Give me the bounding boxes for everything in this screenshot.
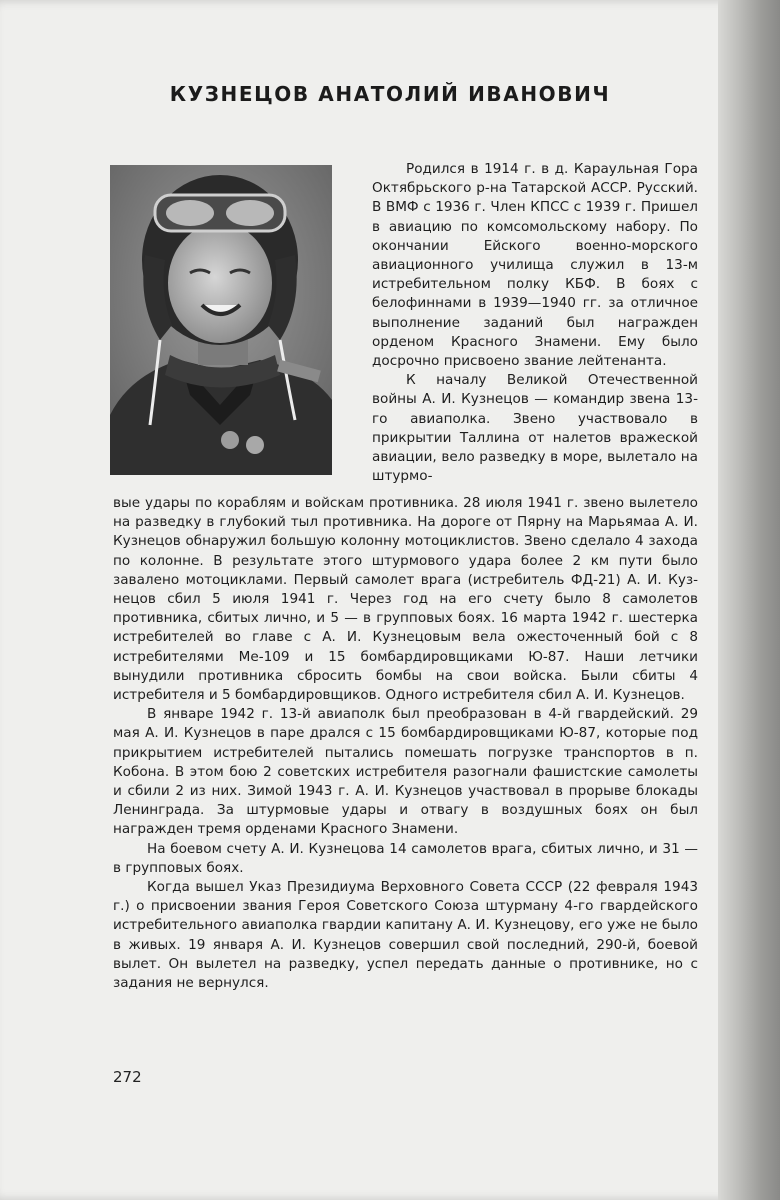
portrait-illustration [110, 165, 332, 475]
paragraph-combat-score: На боевом счету А. И. Кузнецова 14 самолетов врага, сбитых лично, и 31 — в групповых боях. [113, 840, 698, 876]
paragraph-war-start: К началу Великой Отечественной войны А. И. Кузнецов — командир звена 13-го авиаполка. Звено участвовало в прикрытии Таллина от налетов вражеской авиации, вело разведку в море, вылетало на штурмо- [372, 372, 698, 485]
full-width-text [113, 494, 698, 993]
pilot-portrait-photo [110, 165, 332, 475]
paragraph-guards-regiment: В январе 1942 г. 13-й авиаполк был преобразован в 4-й гвардейский. 29 мая А. И. Кузнецов в паре дрался с 15 бомбардировщиками Ю-87, которые под прикрытием истребителей пытались помешать погрузке транспортов в п. Кобона. В этом бою 2 советских истребителя разогнали фашистские самолеты и сбили 2 из них. Зимой 1943 г. А. И. Кузнецов участвовал в прорыве блокады Ленинграда. За штурмовые удары и отвагу в воздушных боях он был награжден тремя орденами Красного Знамени. [113, 706, 698, 838]
paragraph-hero-decree: Когда вышел Указ Президиума Верховного Совета СССР (22 февраля 1943 г.) о присвоении звания Героя Советского Союза штурману 4-го гвардейского истребительного авиаполка гвардии капитану А. И. Кузнецову, его уже не было в живых. 19 января А. И. Кузнецов совершил свой последний, 290-й, боевой вылет. Он вылетел на разведку, успел передать данные о противнике, но с задания не вернулся. [113, 879, 698, 992]
book-binding-edge [718, 0, 780, 1200]
page-title: КУЗНЕЦОВ АНАТОЛИЙ ИВАНОВИЧ [169, 82, 611, 106]
page-number: 272 [113, 1068, 142, 1086]
paragraph-combat-continued: вые удары по кораблям и войскам противника. 28 июля 1941 г. звено вылетело на разведку в глубокий тыл противника. На дороге от Пярну на Марьямаа А. И. Кузнецов обнаружил большую колонну мотоциклистов. Звено сделало 4 захода по колонне. В результате этого штурмового удара более 2 км пути было завалено мотоциклами. Первый самолет врага (истребитель ФД-21) А. И. Кузнецов сбил 5 июля 1941 г. Через год на его счету было 8 самолетов противника, сбитых лично, и 5 — в групповых боях. 16 марта 1942 г. шестерка истребителей во главе с А. И. Кузнецовым вела ожесточенный бой с 8 истребителями Ме-109 и 15 бомбардировщиками Ю-87. Наши летчики вынудили противника сбросить бомбы на свои войска. Были сбиты 4 истребителя и 5 бомбардировщиков. Одного истребителя сбил А. И. Кузнецов. [113, 495, 698, 704]
paragraph-birth: Родился в 1914 г. в д. Караульная Гора Октябрьского р-на Татарской АССР. Русский. В ВМФ с 1936 г. Член КПСС с 1939 г. Пришел в авиацию по комсомольскому набору. По окончании Ейского военно-морского авиационного училища служил в 13-м истребительном полку КБФ. В боях с белофиннами в 1939—1940 гг. за отличное выполнение заданий был награжден орденом Красного Знамени. Ему было досрочно присвоено звание лейтенанта. [372, 161, 698, 370]
right-text-column [372, 160, 698, 486]
